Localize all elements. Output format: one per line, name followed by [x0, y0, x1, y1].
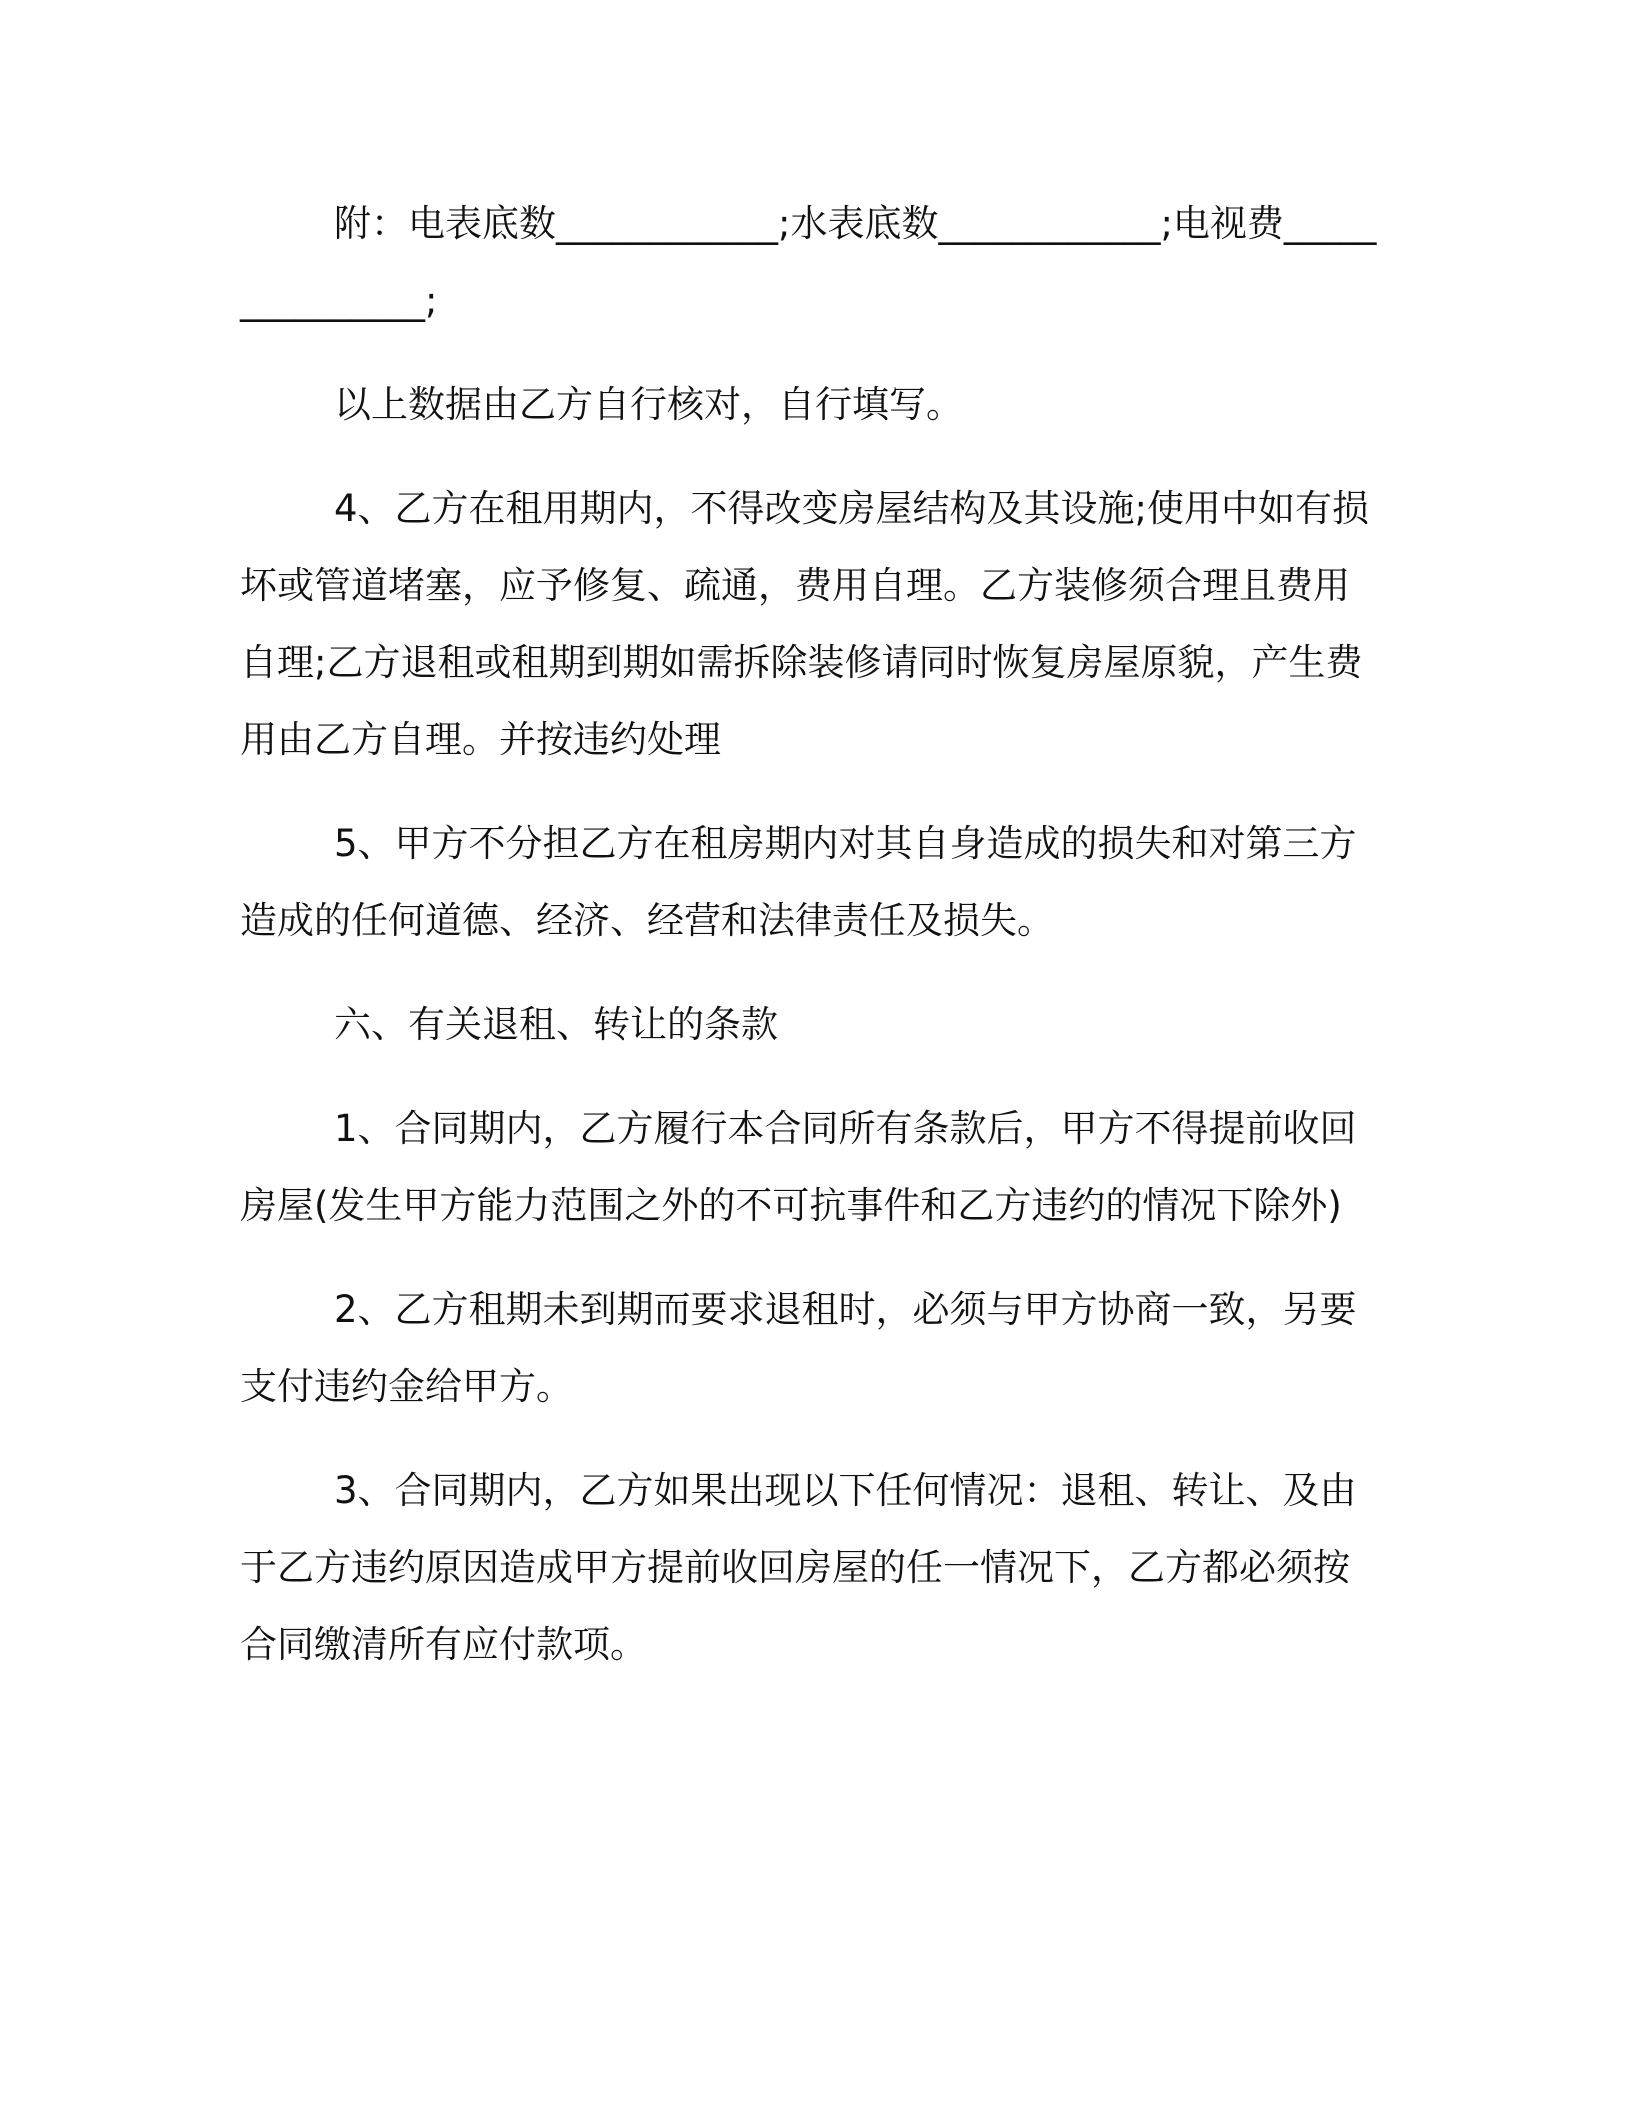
- document-body: [240, 185, 1380, 1710]
- paragraph-clause-5: 5、甲方不分担乙方在租房期内对其自身造成的损失和对第三方造成的任何道德、经济、经营和法律责任及损失。: [240, 822, 1357, 942]
- paragraph-six-clause-1: 1、合同期内，乙方履行本合同所有条款后，甲方不得提前收回房屋(发生甲方能力范围之外的不可抗事件和乙方违约的情况下除外): [240, 1107, 1357, 1227]
- section-heading-six: 六、有关退租、转让的条款: [334, 1003, 778, 1046]
- paragraph-clause-4: 4、乙方在租用期内，不得改变房屋结构及其设施;使用中如有损坏或管道堵塞，应予修复、疏通，费用自理。乙方装修须合理且费用自理;乙方退租或租期到期如需拆除装修请同时恢复房屋原貌，产生费用由乙方自理。并按违约处理: [240, 487, 1370, 761]
- paragraph-meter-readings: 附：电表底数____________;水表底数____________;电视费_______________;: [240, 202, 1377, 322]
- paragraph-six-clause-2: 2、乙方租期未到期而要求退租时，必须与甲方协商一致，另要支付违约金给甲方。: [240, 1288, 1357, 1408]
- paragraph-six-clause-3: 3、合同期内，乙方如果出现以下任何情况：退租、转让、及由于乙方违约原因造成甲方提前收回房屋的任一情况下，乙方都必须按合同缴清所有应付款项。: [240, 1469, 1357, 1666]
- paragraph-self-check: 以上数据由乙方自行核对，自行填写。: [334, 383, 963, 426]
